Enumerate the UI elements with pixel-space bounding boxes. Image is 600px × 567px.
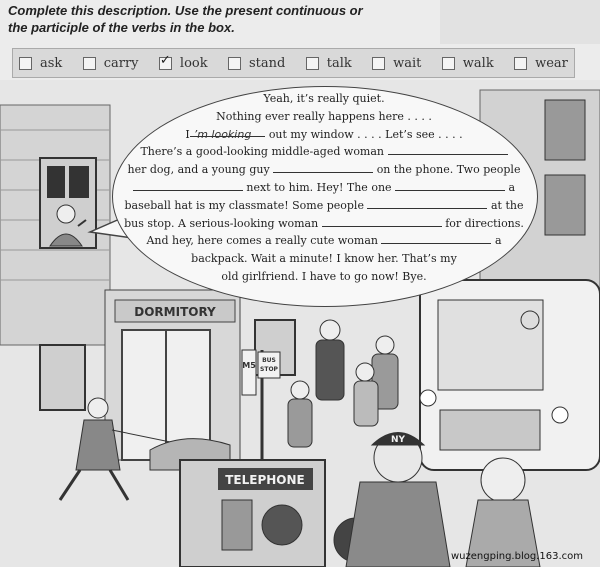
bus-route-label: M5: [242, 361, 256, 370]
checkbox-wear[interactable]: [514, 57, 527, 70]
window-with-speaker: [40, 158, 96, 248]
bus-stop-line-2: STOP: [260, 366, 278, 373]
bus: [420, 280, 600, 470]
word-option-walk[interactable]: [442, 56, 494, 71]
word-label-walk: walk: [462, 55, 494, 71]
answer-blank-4[interactable]: [133, 180, 243, 191]
cap-logo: NY: [390, 435, 406, 445]
telephone-booth: [180, 460, 325, 567]
bubble-line-8: [108, 215, 540, 233]
answer-blank-7[interactable]: [322, 216, 442, 227]
word-option-talk[interactable]: [306, 56, 352, 71]
speech-bubble-text: [108, 90, 540, 286]
answer-blank-5[interactable]: [395, 180, 505, 191]
checkbox-ask[interactable]: [19, 57, 32, 70]
instructions-line-2: the participle of the verbs in the box.: [8, 20, 235, 35]
bubble-line-3-start: I: [185, 127, 190, 141]
bubble-line-9-end: a: [494, 234, 502, 248]
word-option-look[interactable]: [159, 56, 208, 71]
bubble-line-7: [108, 197, 540, 215]
bubble-line-4: [108, 143, 540, 161]
bubble-line-7-start: baseball hat is my classmate! Some people: [124, 198, 364, 212]
answer-blank-2[interactable]: [388, 144, 508, 155]
answer-blank-1[interactable]: ’m looking: [193, 127, 252, 141]
bubble-line-2: Nothing ever really happens here . . . .: [216, 109, 432, 123]
telephone-sign: TELEPHONE: [225, 473, 305, 487]
instructions-line-1: Complete this description. Use the present continuous or: [8, 3, 363, 18]
word-option-carry[interactable]: [83, 56, 139, 71]
word-label-stand: stand: [249, 55, 286, 71]
word-label-carry: carry: [103, 55, 139, 71]
bubble-line-7-end: at the: [490, 198, 524, 212]
answer-blank-8[interactable]: [381, 233, 491, 244]
checkbox-wait[interactable]: [372, 57, 385, 70]
word-option-wait[interactable]: [372, 56, 421, 71]
dormitory-sign: DORMITORY: [134, 305, 216, 319]
word-option-stand[interactable]: [228, 56, 285, 71]
word-option-wear[interactable]: [514, 56, 568, 71]
instructions: [8, 2, 428, 36]
verb-word-box: [12, 48, 575, 78]
word-label-wear: wear: [535, 55, 568, 71]
bubble-line-3: [108, 126, 540, 144]
bubble-line-8-end: for directions.: [445, 216, 524, 230]
bubble-line-6-end: a: [508, 180, 516, 194]
checkbox-talk[interactable]: [306, 57, 319, 70]
checkbox-carry[interactable]: [83, 57, 96, 70]
bubble-line-5-start: her dog, and a young guy: [127, 163, 270, 177]
word-label-look: look: [179, 55, 208, 71]
faded-background-page: [440, 0, 600, 44]
bubble-line-5-end: on the phone. Two people: [376, 163, 521, 177]
bus-stop-line-1: BUS: [262, 357, 276, 364]
answer-blank-3[interactable]: [273, 162, 373, 173]
bubble-line-9: [108, 232, 540, 250]
bubble-line-9-start: And hey, here comes a really cute woman: [146, 234, 378, 248]
word-option-ask[interactable]: [19, 56, 62, 71]
word-label-talk: talk: [326, 55, 352, 71]
bubble-line-11: old girlfriend. I have to go now! Bye.: [221, 269, 427, 283]
bubble-line-6-start: next to him. Hey! The one: [246, 180, 392, 194]
bubble-line-3-end: out my window . . . . Let’s see . . . .: [268, 127, 463, 141]
answer-blank-6[interactable]: [367, 198, 487, 209]
bubble-line-5: [108, 161, 540, 179]
bubble-line-6: [108, 179, 540, 197]
checkbox-walk[interactable]: [442, 57, 455, 70]
bubble-line-4-text: There’s a good-looking middle-aged woman: [140, 145, 385, 159]
checkbox-stand[interactable]: [228, 57, 241, 70]
word-label-ask: ask: [40, 55, 63, 71]
checkbox-look[interactable]: [159, 57, 172, 70]
word-label-wait: wait: [393, 55, 422, 71]
blog-credit: wuzengping.blog.163.com: [451, 551, 583, 562]
bubble-line-10: backpack. Wait a minute! I know her. That’s my: [191, 252, 457, 266]
bubble-line-1: Yeah, it’s really quiet.: [263, 92, 385, 105]
bubble-line-8-start: bus stop. A serious-looking woman: [124, 216, 319, 230]
